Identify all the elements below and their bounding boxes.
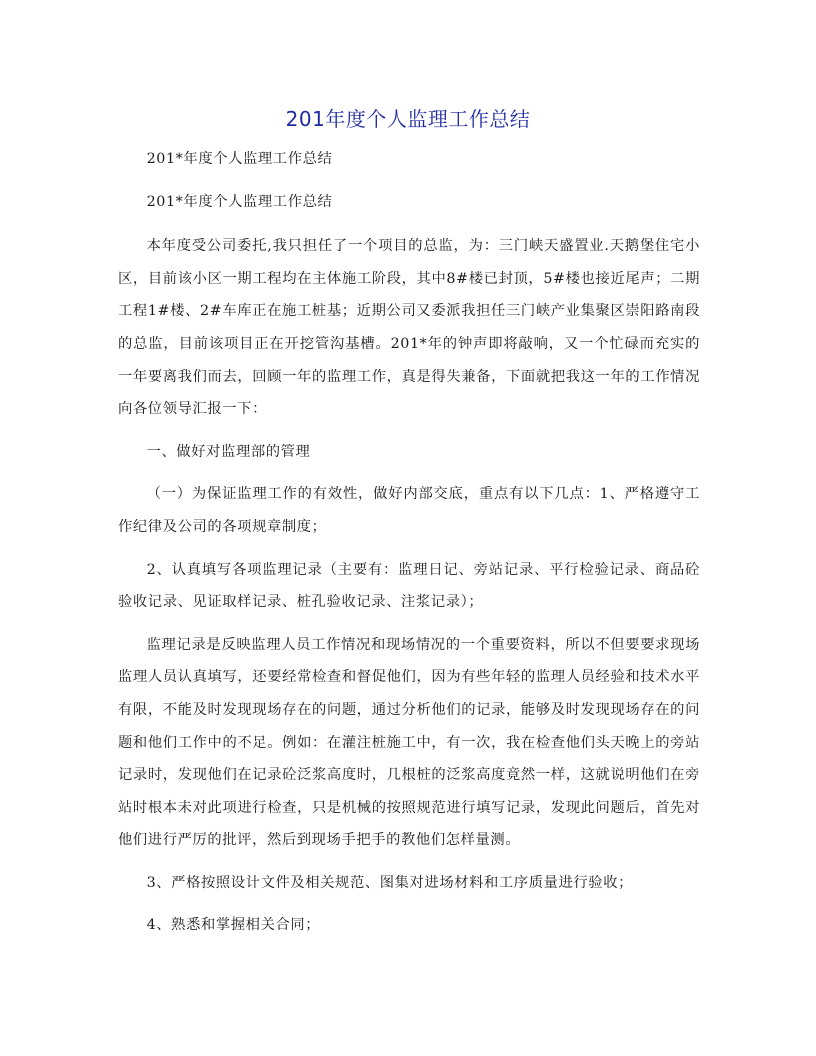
- paragraph-subtitle-2: 201*年度个人监理工作总结: [146, 193, 333, 210]
- paragraph-item-4: 4、熟悉和掌握相关合同；: [146, 917, 321, 934]
- document-title: 201年度个人监理工作总结: [285, 107, 531, 131]
- paragraph-records-detail: 监理记录是反映监理人员工作情况和现场情况的一个重要资料，所以不但要要求现场监理人员认真填写，还要经常检查和督促他们，因为有些年轻的监理人员经验和技术水平有限，不能及时发现现场存在的问题，通过分析他们的记录，能够及时发现现场存在的问题和他们工作中的不足。例如：在灌注桩施工中，有一次，我在检查他们头天晚上的旁站记录时，发现他们在记录砼泛浆高度时，几根桩的泛浆高度竟然一样，这就说明他们在旁站时根本未对此项进行检查，只是机械的按照规范进行填写记录，发现此问题后，首先对他们进行严厉的批评，然后到现场手把手的教他们怎样量测。: [118, 636, 700, 849]
- document-body: [118, 143, 700, 942]
- paragraph-subtitle-1: 201*年度个人监理工作总结: [146, 151, 333, 167]
- paragraph-section-heading: 一、做好对监理部的管理: [146, 443, 311, 460]
- paragraph-item-3: 3、严格按照设计文件及相关规范、图集对进场材料和工序质量进行验收；: [146, 874, 633, 891]
- paragraph-item-2: 2、认真填写各项监理记录（主要有：监理日记、旁站记录、平行检验记录、商品砼验收记录、见证取样记录、桩孔验收记录、注浆记录）；: [118, 561, 700, 611]
- paragraph-intro: 本年度受公司委托,我只担任了一个项目的总监，为：三门峡天盛置业.天鹅堡住宅小区，目前该小区一期工程均在主体施工阶段，其中8#楼已封顶，5#楼也接近尾声；二期工程1#楼、2#车库正在施工桩基；近期公司又委派我担任三门峡产业集聚区崇阳路南段的总监，目前该项目正在开挖管沟基槽。201*年的钟声即将敲响，又一个忙碌而充实的一年要离我们而去，回顾一年的监理工作，真是得失兼备，下面就把我这一年的工作情况向各位领导汇报一下：: [118, 238, 700, 418]
- paragraph-item-1: （一）为保证监理工作的有效性，做好内部交底，重点有以下几点：1、严格遵守工作纪律及公司的各项规章制度；: [118, 486, 700, 535]
